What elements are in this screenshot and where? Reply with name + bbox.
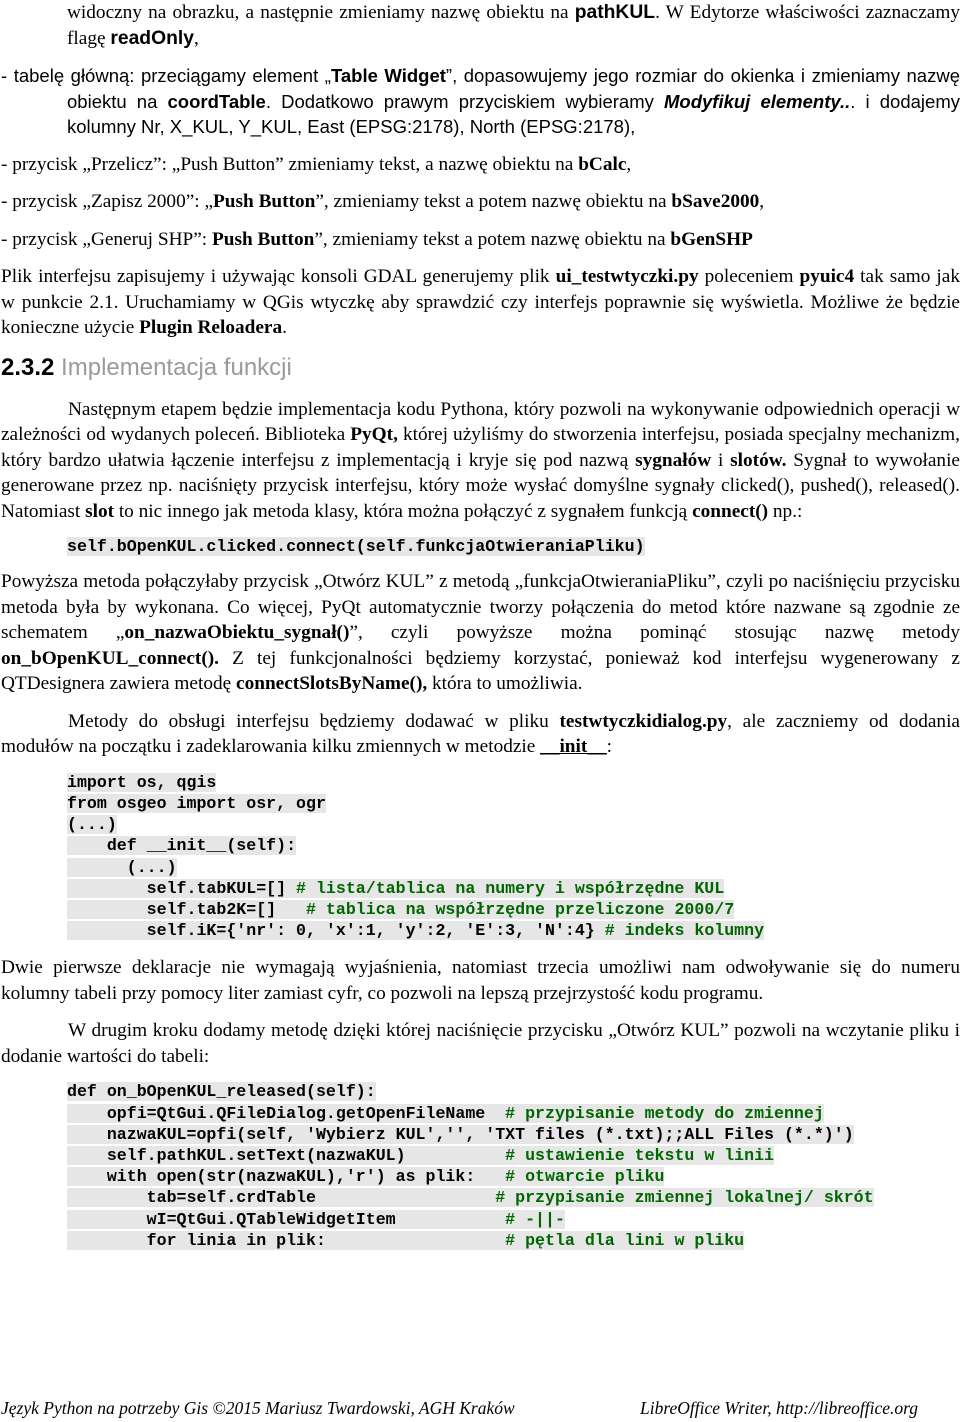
paragraph-declarations: Dwie pierwsze deklaracje nie wymagają wyjaśnienia, natomiast trzecia umożliwi nam odwoływanie się do numeru kolumny tabeli przy pomocy liter zamiast cyfr, co pozwoli na lepszą przejrzystość kodu programu. (1, 957, 960, 1004)
flag-name: readOnly (110, 27, 194, 49)
code-text: for linia in plik: (67, 1230, 506, 1250)
code-comment: # tablica na współrzędne przeliczone 2000/7 (306, 899, 735, 919)
code-text: wI=QtGui.QTableWidgetItem (67, 1209, 506, 1229)
code-line (67, 1209, 960, 1230)
code-comment: # ustawienie tekstu w linii (505, 1145, 775, 1165)
code-line (67, 793, 960, 814)
code-connect: self.bOpenKUL.clicked.connect(self.funkcjaOtwieraniaPliku) (67, 537, 645, 556)
paragraph-implementation: Następnym etapem będzie implementacja kodu Pythona, który pozwoli na wykonywanie odpowiednich operacji w zależności od wydanych poleceń. Biblioteka PyQt, której użyliśmy do stworzenia interfejsu, posiada specjalny mechanizm, który bardzo ułatwia łączenie interfejsu z implementacją i kryje się pod nazwą sygnałów i slotów. Sygnał to wywołanie generowane przez np. naciśnięty przycisk interfejsu, który może wysłać domyślne sygnały clicked(), pushed(), released(). Natomiast slot to nic innego jak metoda klasy, która można połączyć z sygnałem funkcją connect() np.: (1, 398, 960, 522)
section-heading: 2.3.2 Implementacja funkcji (1, 353, 292, 381)
paragraph-second-step: W drugim kroku dodamy metodę dzięki której naciśnięcie przycisku „Otwórz KUL” pozwoli na wczytanie pliku i dodanie wartości do tabeli: (1, 1020, 960, 1067)
code-text: opfi=QtGui.QFileDialog.getOpenFileName (67, 1103, 506, 1123)
code-text: self.tab2K=[] (67, 899, 306, 919)
code-text: from osgeo import osr, ogr (67, 793, 326, 813)
code-comment: # indeks kolumny (604, 921, 765, 941)
text: , (193, 27, 199, 49)
intro-paragraph (0, 0, 960, 51)
code-line (67, 1166, 960, 1187)
paragraph-connect: Powyższa metoda połączyłaby przycisk „Otwórz KUL” z metodą „funkcjaOtwieraniaPliku”, czyli po naciśnięciu przycisku metoda była by wykonana. Co więcej, PyQt automatycznie tworzy połączenia do metod które nazwane są zgodnie ze schematem „on_nazwaObiektu_sygnał()”, czyli powyższe można pominąć stosując nazwę metody on_bOpenKUL_connect(). Z tej funkcjonalności będziemy korzystać, ponieważ kod interfejsu wygenerowany z QTDesignera zawiera metodę connectSlotsByName(), która to umożliwia. (1, 571, 960, 695)
code-line (67, 1124, 960, 1145)
code-text: (...) (67, 857, 177, 877)
code-text: (...) (67, 815, 117, 835)
code-line (67, 1081, 960, 1102)
code-line (67, 772, 960, 793)
code-comment: # otwarcie pliku (505, 1167, 665, 1187)
paragraph-ui-file: Plik interfejsu zapisujemy i używając konsoli GDAL generujemy plik ui_testwtyczki.py poleceniem pyuic4 tak samo jak w punkcie 2.1. Uruchamiamy w QGis wtyczkę aby sprawdzić czy interfejs poprawnie się wyświetla. Możliwe że będzie konieczne użycie Plugin Reloadera. (1, 266, 960, 338)
code-line (67, 1187, 960, 1208)
code-comment: # lista/tablica na numery i współrzędne KUL (296, 878, 725, 898)
code-line (67, 878, 960, 899)
code-text: nazwaKUL=opfi(self, 'Wybierz KUL','', 'TXT files (*.txt);;ALL Files (*.*)') (67, 1124, 854, 1144)
text: . W Edytorze właściwości zaznaczamy flagę (67, 2, 960, 49)
footer-right: LibreOffice Writer, http://libreoffice.org (640, 1398, 919, 1418)
code-text: def on_bOpenKUL_released(self): (67, 1082, 376, 1102)
code-text: import os, qgis (67, 772, 217, 792)
code-comment: # -||- (505, 1209, 565, 1229)
bullet-gen: - przycisk „Generuj SHP”: Push Button”, zmieniamy tekst a potem nazwę obiektu na bGenSHP (1, 228, 753, 250)
code-line (67, 920, 960, 941)
footer-left: Język Python na potrzeby Gis ©2015 Mariusz Twardowski, AGH Kraków (1, 1398, 515, 1418)
text: widoczny na obrazku, a następnie zmieniamy nazwę obiektu na (67, 2, 575, 23)
code-line (67, 857, 960, 878)
code-line (67, 814, 960, 835)
code-init-block (67, 772, 960, 942)
code-text: def __init__(self): (67, 836, 297, 856)
code-text: self.tabKUL=[] (67, 878, 297, 898)
code-line (67, 899, 960, 920)
code-comment: # pętla dla lini w pliku (505, 1230, 745, 1250)
code-text: tab=self.crdTable (67, 1188, 496, 1208)
object-name: pathKUL (574, 2, 656, 23)
bullet-table: - tabelę główną: przeciągamy element „Table Widget”, dopasowujemy jego rozmiar do okienka i zmieniamy nazwę obiektu na coordTable. Dodatkowo prawym przyciskiem wybieramy Modyfikuj elementy... i dodajemy kolumny Nr, X_KUL, Y_KUL, East (EPSG:2178), North (EPSG:2178), (1, 65, 960, 137)
code-text: with open(str(nazwaKUL),'r') as plik: (67, 1167, 506, 1187)
code-text: self.iK={'nr': 0, 'x':1, 'y':2, 'E':3, 'N':4} (67, 921, 605, 941)
code-line (67, 1230, 960, 1251)
code-line (67, 835, 960, 856)
code-line (67, 1103, 960, 1124)
code-open-block (67, 1081, 960, 1251)
code-comment: # przypisanie zmiennej lokalnej/ skrót (495, 1188, 874, 1208)
paragraph-methods: Metody do obsługi interfejsu będziemy dodawać w pliku testwtyczkidialog.py, ale zaczniemy od dodania modułów na początku i zadeklarowania kilku zmiennych w metodzie __init__: (1, 710, 960, 758)
bullet-calc: - przycisk „Przelicz”: „Push Button” zmieniamy tekst, a nazwę obiektu na bCalc, (1, 153, 632, 175)
code-comment: # przypisanie metody do zmiennej (505, 1103, 824, 1123)
code-text: self.pathKUL.setText(nazwaKUL) (67, 1145, 506, 1165)
code-line (67, 1145, 960, 1166)
bullet-save: - przycisk „Zapisz 2000”: „Push Button”, zmieniamy tekst a potem nazwę obiektu na bSave2000, (1, 191, 765, 212)
